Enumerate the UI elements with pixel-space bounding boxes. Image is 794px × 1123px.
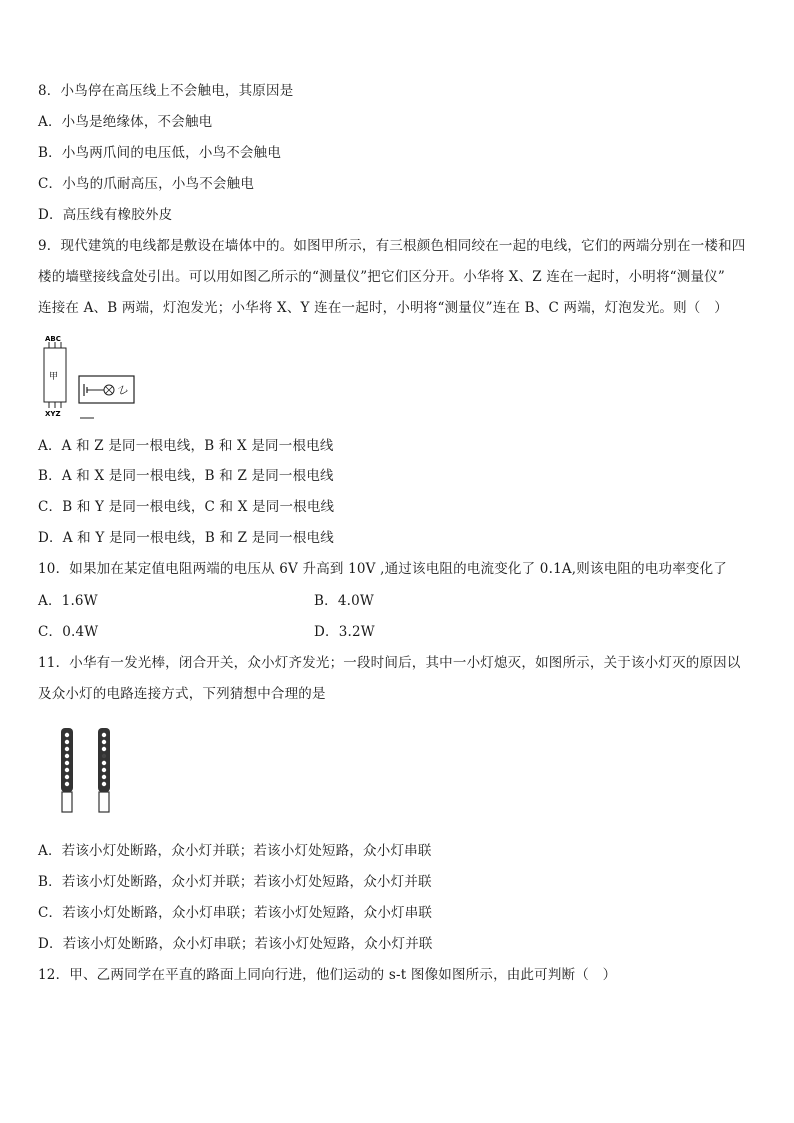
meter-label: 乙 — [116, 384, 130, 398]
q11-stem-line-1: 11．小华有一发光棒，闭合开关，众小灯齐发光；一段时间后，其中一小灯熄灭，如图所示，关于该小灯灭的原因以 — [38, 655, 741, 671]
q8-option-a: A．小鸟是绝缘体，不会触电 — [38, 114, 213, 130]
q11-option-d: D．若该小灯处断路，众小灯串联；若该小灯处短路，众小灯并联 — [38, 936, 433, 952]
top-terminal-label: ABC — [45, 335, 61, 343]
q9-stem-line-3: 连接在 A、B 两端，灯泡发光；小华将 X、Y 连在一起时，小明将“测量仪”连在 B、C 两端，灯泡发光。则（ ） — [38, 300, 728, 316]
q11-option-b: B．若该小灯处断路，众小灯并联；若该小灯处短路，众小灯并联 — [38, 874, 432, 890]
wiring-diagram — [40, 332, 140, 422]
q8-option-d: D．高压线有橡胶外皮 — [38, 207, 173, 223]
q8-stem: 8．小鸟停在高压线上不会触电，其原因是 — [38, 83, 294, 99]
q9-option-b: B．A 和 X 是同一根电线，B 和 Z 是同一根电线 — [38, 468, 334, 484]
q11-option-a: A．若该小灯处断路，众小灯并联；若该小灯处短路，众小灯串联 — [38, 843, 432, 859]
q9-option-c: C．B 和 Y 是同一根电线，C 和 X 是同一根电线 — [38, 499, 335, 515]
q9-option-d: D．A 和 Y 是同一根电线，B 和 Z 是同一根电线 — [38, 530, 334, 546]
q10-option-d: D．3.2W — [314, 624, 375, 640]
q11-option-c: C．若该小灯处断路，众小灯串联；若该小灯处短路，众小灯串联 — [38, 905, 433, 921]
bottom-terminal-label: XYZ — [45, 410, 61, 418]
wall-box-label: 甲 — [49, 372, 59, 382]
q11-stem-line-2: 及众小灯的电路连接方式，下列猜想中合理的是 — [38, 686, 326, 702]
q11-figure — [55, 725, 125, 817]
q10-stem: 10．如果加在某定值电阻两端的电压从 6V 升高到 10V ,通过该电阻的电流变化了 0.1A,则该电阻的电功率变化了 — [38, 561, 728, 577]
q12-stem: 12．甲、乙两同学在平直的路面上同向行进，他们运动的 s-t 图像如图所示，由此可判断（ ） — [38, 967, 617, 983]
q10-option-a: A．1.6W — [38, 593, 98, 609]
q10-option-c: C．0.4W — [38, 624, 99, 640]
q9-stem-line-2: 楼的墙壁接线盒处引出。可以用如图乙所示的“测量仪”把它们区分开。小华将 X、Z 连在一起时，小明将“测量仪” — [38, 269, 725, 285]
q8-option-b: B．小鸟两爪间的电压低，小鸟不会触电 — [38, 145, 282, 161]
q9-stem-line-1: 9．现代建筑的电线都是敷设在墙体中的。如图甲所示，有三根颜色相同绞在一起的电线，它们的两端分别在一楼和四 — [38, 238, 746, 254]
q9-figure — [40, 332, 140, 422]
q9-option-a: A．A 和 Z 是同一根电线，B 和 X 是同一根电线 — [38, 438, 334, 454]
q8-option-c: C．小鸟的爪耐高压，小鸟不会触电 — [38, 176, 255, 192]
light-stick-illustration — [55, 725, 125, 817]
q10-option-b: B．4.0W — [314, 593, 374, 609]
